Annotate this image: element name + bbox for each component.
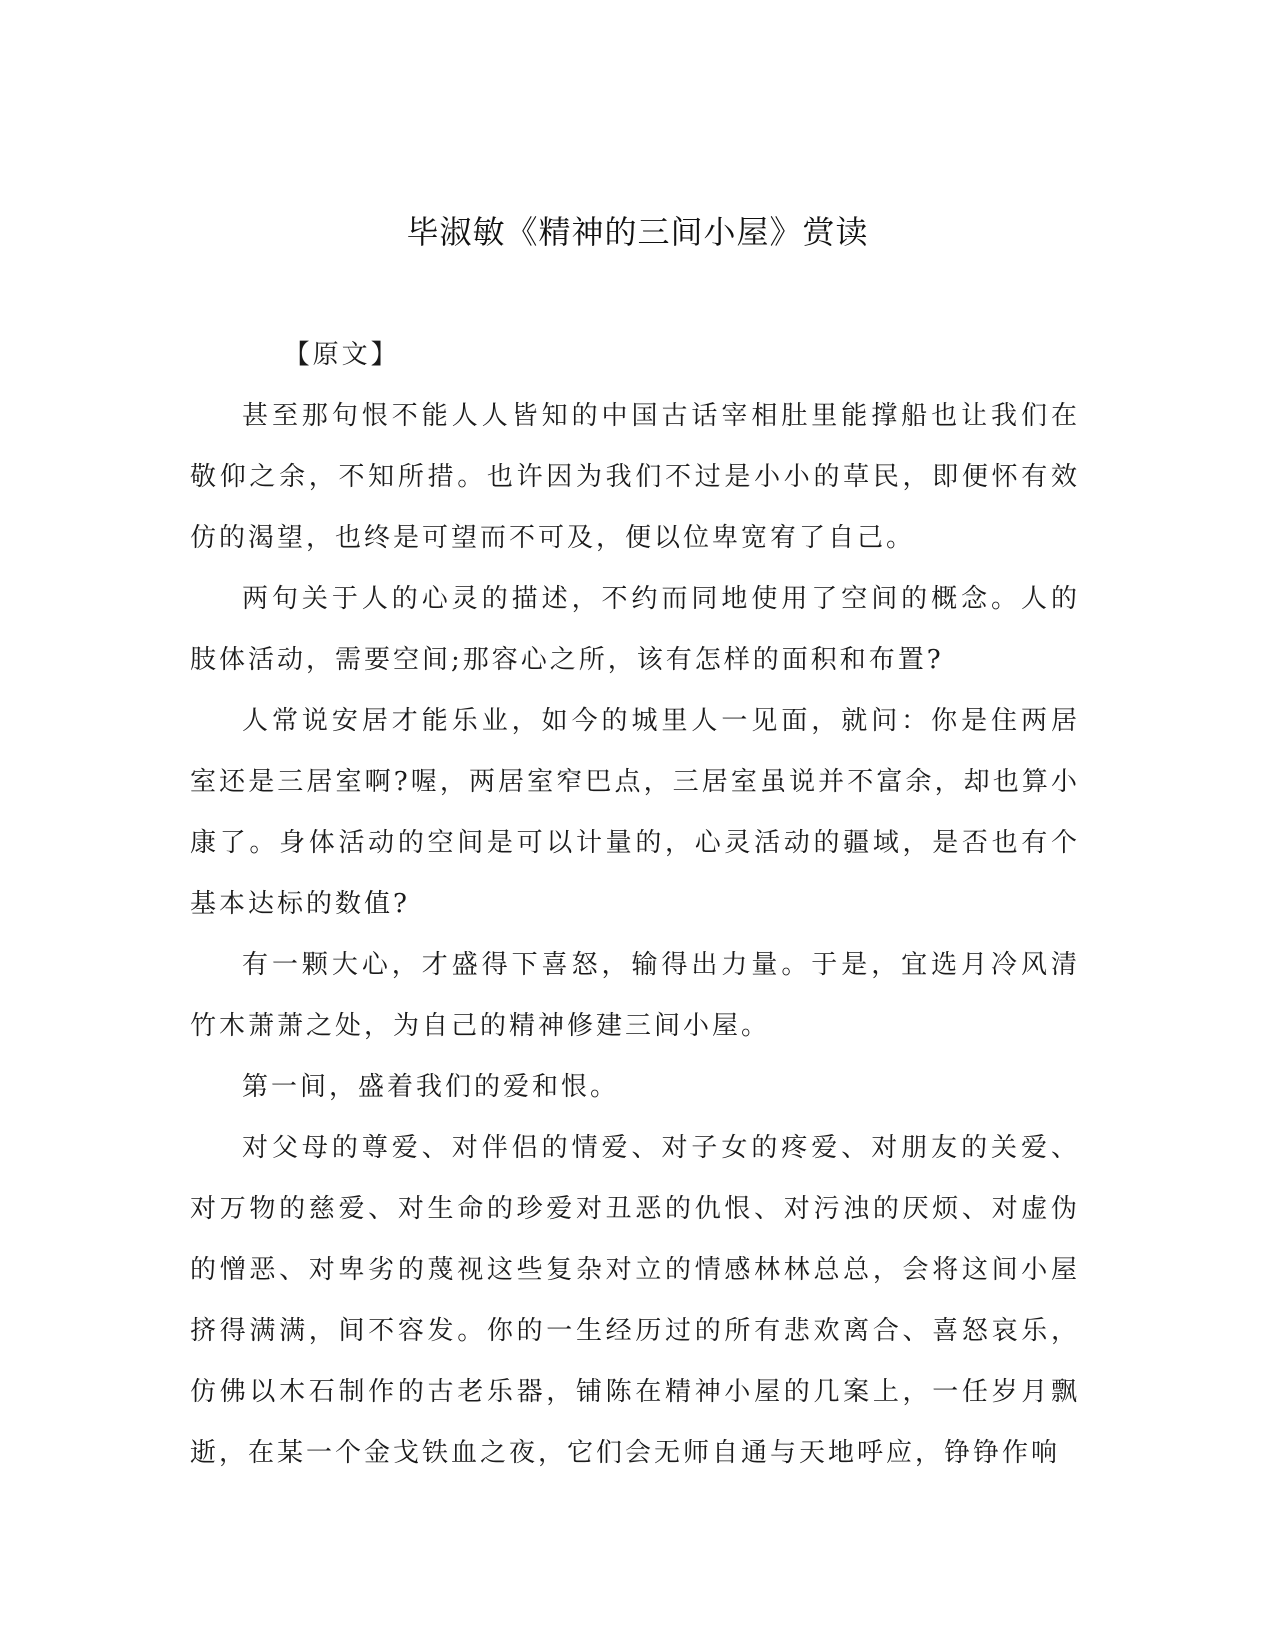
paragraph: 两句关于人的心灵的描述，不约而同地使用了空间的概念。人的肢体活动，需要空间;那容心之所，该有怎样的面积和布置? [190,584,1080,675]
document-body [190,325,1080,1484]
paragraph: 第一间，盛着我们的爱和恨。 [242,1072,620,1102]
paragraph: 人常说安居才能乐业，如今的城里人一见面，就问：你是住两居室还是三居室啊?喔，两居室窄巴点，三居室虽说并不富余，却也算小康了。身体活动的空间是可以计量的，心灵活动的疆域，是否也有个基本达标的数值? [190,706,1080,919]
paragraph: 有一颗大心，才盛得下喜怒，输得出力量。于是，宜选月冷风清竹木萧萧之处，为自己的精神修建三间小屋。 [190,950,1080,1041]
document-title: 毕淑敏《精神的三间小屋》赏读 [406,213,869,251]
paragraph: 甚至那句恨不能人人皆知的中国古话宰相肚里能撑船也让我们在敬仰之余，不知所措。也许因为我们不过是小小的草民，即便怀有效仿的渴望，也终是可望而不可及，便以位卑宽宥了自己。 [190,401,1080,553]
paragraph: 对父母的尊爱、对伴侣的情爱、对子女的疼爱、对朋友的关爱、对万物的慈爱、对生命的珍爱对丑恶的仇恨、对污浊的厌烦、对虚伪的憎恶、对卑劣的蔑视这些复杂对立的情感林林总总，会将这间小屋挤得满满，间不容发。你的一生经历过的所有悲欢离合、喜怒哀乐，仿佛以木石制作的古老乐器，铺陈在精神小屋的几案上，一任岁月飘逝，在某一个金戈铁血之夜，它们会无师自通与天地呼应，铮铮作响 [190,1133,1080,1468]
section-label-original-text: 【原文】 [283,340,400,370]
